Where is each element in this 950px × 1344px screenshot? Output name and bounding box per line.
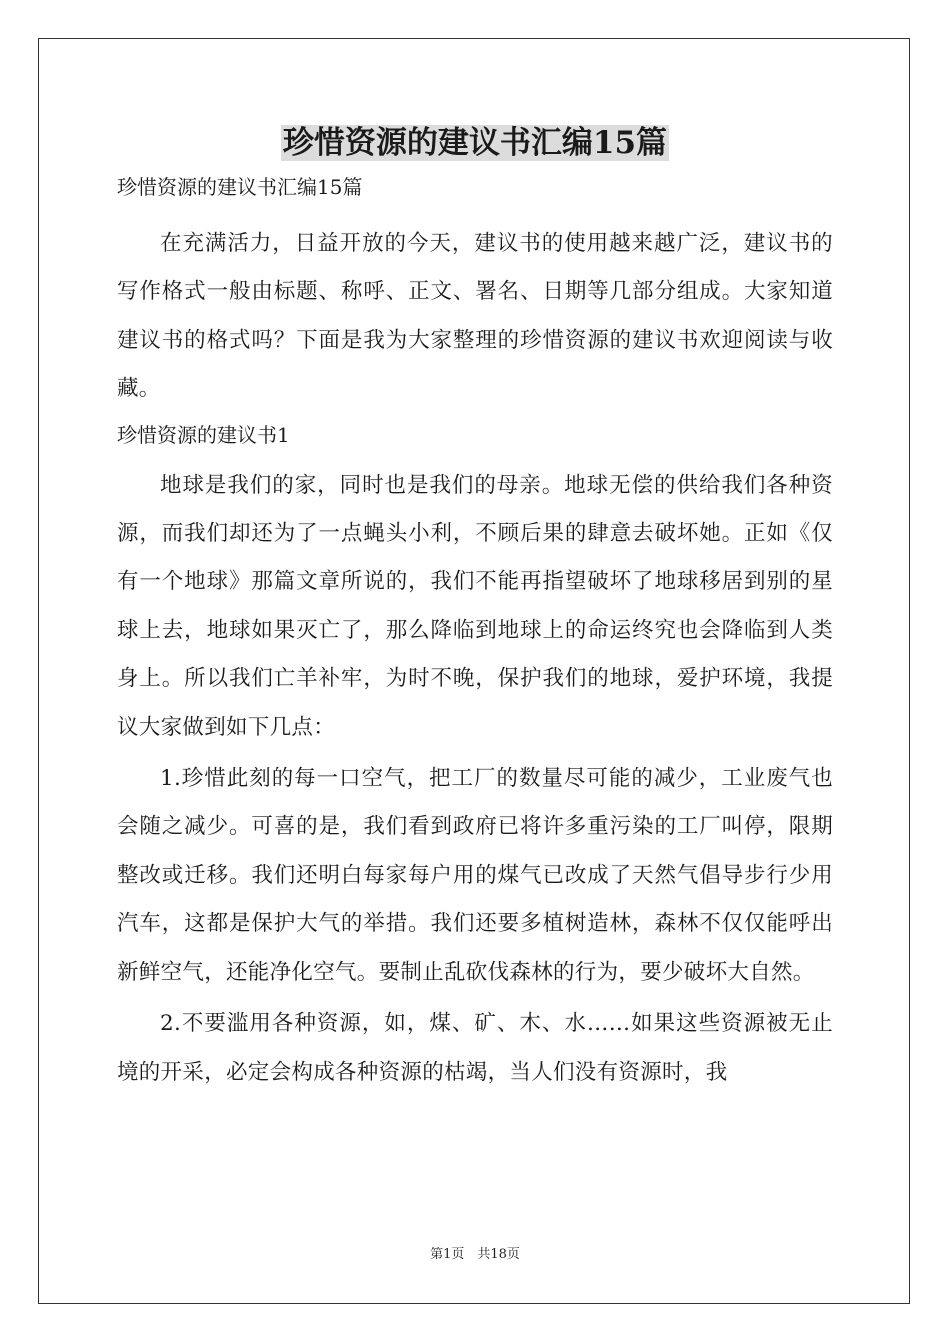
document-body (117, 118, 833, 1100)
document-title (117, 118, 833, 168)
body-paragraph: 1.珍惜此刻的每一口空气，把工厂的数量尽可能的减少，工业废气也会随之减少。可喜的是，我们看到政府已将许多重污染的工厂叫停，限期整改或迁移。我们还明白每家每户用的煤气已改成了天然气倡导步行少用汽车，这都是保护大气的举措。我们还要多植树造林，森林不仅仅能呼出新鲜空气，还能净化空气。要制止乱砍伐森林的行为，要少破坏大自然。 (117, 766, 833, 985)
page-footer: 第1页 共18页 (430, 1247, 520, 1262)
document-subtitle: 珍惜资源的建议书汇编15篇 (117, 175, 363, 199)
document-title-text: 珍惜资源的建议书汇编15篇 (282, 125, 668, 161)
body-paragraph: 地球是我们的家，同时也是我们的母亲。地球无偿的供给我们各种资源，而我们却还为了一点蝇头小利，不顾后果的肆意去破坏她。正如《仅有一个地球》那篇文章所说的，我们不能再指望破坏了地球移居到别的星球上去，地球如果灭亡了，那么降临到地球上的命运终究也会降临到人类身上。所以我们亡羊补牢，为时不晚，保护我们的地球，爱护环境，我提议大家做到如下几点： (117, 472, 833, 740)
section-heading: 珍惜资源的建议书1 (117, 422, 290, 447)
body-paragraph: 2.不要滥用各种资源，如，煤、矿、木、水……如果这些资源被无止境的开采，必定会构成各种资源的枯竭，当人们没有资源时，我 (117, 1011, 833, 1085)
intro-paragraph: 在充满活力，日益开放的今天，建议书的使用越来越广泛，建议书的写作格式一般由标题、称呼、正文、署名、日期等几部分组成。大家知道建议书的格式吗？下面是我为大家整理的珍惜资源的建议书欢迎阅读与收藏。 (117, 231, 833, 402)
